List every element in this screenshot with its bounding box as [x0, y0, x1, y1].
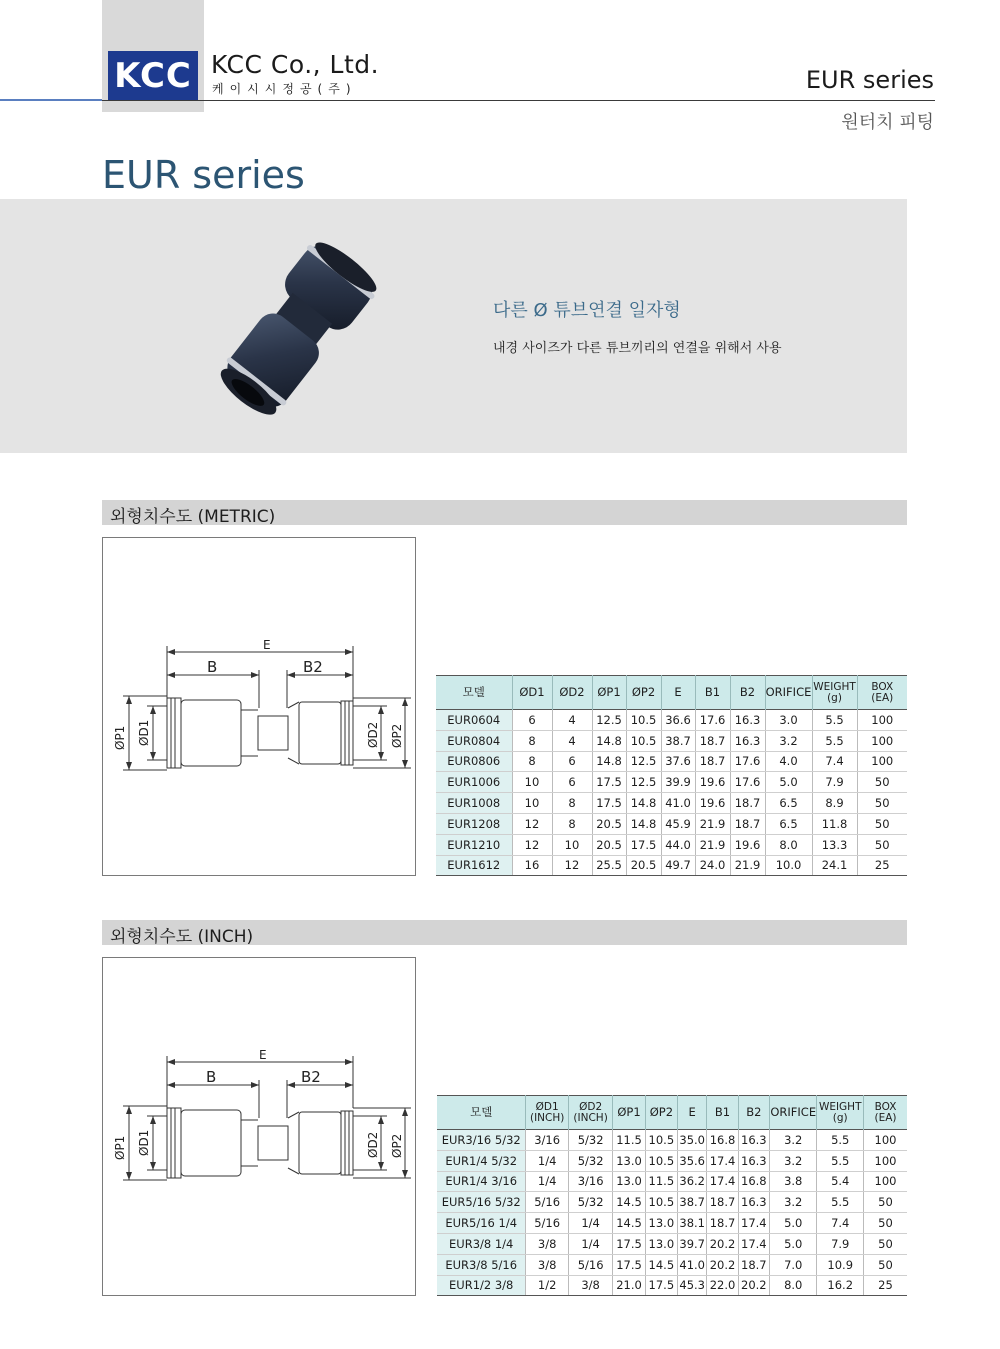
value-cell: 37.6: [661, 751, 695, 772]
dim-label-p1: ØP1: [113, 1135, 127, 1160]
column-header: ØD2: [552, 676, 592, 710]
value-cell: 21.9: [695, 813, 730, 834]
value-cell: 4: [552, 710, 592, 731]
value-cell: 7.9: [817, 1233, 863, 1254]
value-cell: 45.9: [661, 813, 695, 834]
column-header: 모델: [436, 676, 512, 710]
value-cell: 5.5: [817, 1192, 863, 1213]
value-cell: 17.4: [707, 1171, 738, 1192]
value-cell: 6.5: [765, 793, 812, 814]
value-cell: 44.0: [661, 834, 695, 855]
value-cell: 12.5: [592, 710, 626, 731]
value-cell: 6: [512, 710, 552, 731]
value-cell: 19.6: [695, 793, 730, 814]
value-cell: 18.7: [730, 793, 765, 814]
value-cell: 5.0: [769, 1213, 817, 1234]
table-header-row: [437, 1096, 907, 1130]
value-cell: 20.2: [707, 1233, 738, 1254]
section-bar-inch: [102, 920, 907, 945]
value-cell: 16.3: [730, 710, 765, 731]
value-cell: 10: [512, 772, 552, 793]
value-cell: 1/4: [568, 1233, 612, 1254]
value-cell: 11.8: [812, 813, 857, 834]
value-cell: 10.9: [817, 1254, 863, 1275]
value-cell: 12.5: [626, 751, 661, 772]
model-cell: EUR1006: [436, 772, 512, 793]
value-cell: 5/16: [526, 1213, 568, 1234]
value-cell: 17.5: [613, 1233, 645, 1254]
column-header: ORIFICE: [769, 1096, 817, 1130]
value-cell: 7.4: [817, 1213, 863, 1234]
spec-table-inch: [437, 1095, 907, 1296]
table-row: [437, 1192, 907, 1213]
column-header: E: [661, 676, 695, 710]
value-cell: 13.0: [645, 1213, 677, 1234]
value-cell: 25.5: [592, 855, 626, 876]
value-cell: 3/16: [568, 1171, 612, 1192]
value-cell: 3.2: [769, 1192, 817, 1213]
spec-table-metric: [436, 675, 907, 876]
value-cell: 20.2: [707, 1254, 738, 1275]
value-cell: 3/8: [526, 1233, 568, 1254]
value-cell: 18.7: [695, 751, 730, 772]
value-cell: 10.5: [645, 1150, 677, 1171]
dim-label-p2: ØP2: [390, 1133, 404, 1158]
value-cell: 4.0: [765, 751, 812, 772]
value-cell: 100: [863, 1171, 907, 1192]
column-header: 모델: [437, 1096, 526, 1130]
value-cell: 39.9: [661, 772, 695, 793]
value-cell: 10.0: [765, 855, 812, 876]
model-cell: EUR1/4 5/32: [437, 1150, 526, 1171]
value-cell: 3/16: [526, 1130, 568, 1151]
value-cell: 14.8: [592, 730, 626, 751]
dim-label-d2: ØD2: [366, 1131, 380, 1158]
value-cell: 21.9: [730, 855, 765, 876]
column-header: ØD1 (INCH): [526, 1096, 568, 1130]
table-row: [436, 855, 907, 876]
value-cell: 8: [512, 730, 552, 751]
value-cell: 50: [857, 793, 907, 814]
value-cell: 38.7: [678, 1192, 707, 1213]
value-cell: 49.7: [661, 855, 695, 876]
table-row: [436, 772, 907, 793]
value-cell: 100: [857, 730, 907, 751]
product-description: 내경 사이즈가 다른 튜브끼리의 연결을 위해서 사용: [493, 341, 782, 356]
value-cell: 21.0: [613, 1275, 645, 1296]
value-cell: 14.5: [613, 1192, 645, 1213]
value-cell: 16.3: [738, 1192, 769, 1213]
value-cell: 1/4: [526, 1150, 568, 1171]
value-cell: 10: [512, 793, 552, 814]
dimension-drawing-inch: [102, 957, 416, 1296]
value-cell: 10.5: [645, 1192, 677, 1213]
dim-label-e: E: [263, 638, 271, 652]
value-cell: 38.1: [678, 1213, 707, 1234]
value-cell: 1/4: [526, 1171, 568, 1192]
value-cell: 16.8: [738, 1171, 769, 1192]
value-cell: 8.0: [769, 1275, 817, 1296]
value-cell: 16.8: [707, 1130, 738, 1151]
model-cell: EUR5/16 1/4: [437, 1213, 526, 1234]
value-cell: 41.0: [661, 793, 695, 814]
value-cell: 3.2: [765, 730, 812, 751]
model-cell: EUR1/2 3/8: [437, 1275, 526, 1296]
value-cell: 14.5: [645, 1254, 677, 1275]
dim-label-b2: B2: [301, 1068, 321, 1086]
value-cell: 1/2: [526, 1275, 568, 1296]
value-cell: 16.2: [817, 1275, 863, 1296]
table-row: [436, 751, 907, 772]
table-row: [437, 1171, 907, 1192]
value-cell: 8: [512, 751, 552, 772]
section-title-inch: 외형치수도 (INCH): [110, 927, 254, 947]
value-cell: 3.2: [769, 1130, 817, 1151]
value-cell: 10: [552, 834, 592, 855]
column-header: B2: [730, 676, 765, 710]
model-cell: EUR1612: [436, 855, 512, 876]
fitting-drawing-svg: [103, 538, 417, 877]
value-cell: 3/8: [568, 1275, 612, 1296]
model-cell: EUR0806: [436, 751, 512, 772]
value-cell: 14.8: [592, 751, 626, 772]
dim-label-p2: ØP2: [390, 723, 404, 748]
table-row: [436, 710, 907, 731]
dim-label-d2: ØD2: [366, 721, 380, 748]
dim-label-d1: ØD1: [137, 1129, 151, 1156]
dim-label-b: B: [206, 1068, 217, 1086]
value-cell: 19.6: [695, 772, 730, 793]
value-cell: 17.5: [592, 772, 626, 793]
value-cell: 50: [857, 813, 907, 834]
value-cell: 19.6: [730, 834, 765, 855]
value-cell: 20.5: [626, 855, 661, 876]
value-cell: 20.5: [592, 834, 626, 855]
column-header: ØP1: [613, 1096, 645, 1130]
column-header: ORIFICE: [765, 676, 812, 710]
model-cell: EUR5/16 5/32: [437, 1192, 526, 1213]
value-cell: 3.0: [765, 710, 812, 731]
value-cell: 12: [512, 834, 552, 855]
value-cell: 5/16: [526, 1192, 568, 1213]
value-cell: 6: [552, 751, 592, 772]
value-cell: 21.9: [695, 834, 730, 855]
model-cell: EUR3/16 5/32: [437, 1130, 526, 1151]
value-cell: 18.7: [707, 1192, 738, 1213]
value-cell: 17.5: [592, 793, 626, 814]
value-cell: 50: [863, 1192, 907, 1213]
value-cell: 10.5: [626, 730, 661, 751]
table-row: [436, 813, 907, 834]
table-row: [437, 1254, 907, 1275]
value-cell: 7.0: [769, 1254, 817, 1275]
value-cell: 50: [863, 1254, 907, 1275]
value-cell: 5.5: [817, 1130, 863, 1151]
value-cell: 5.4: [817, 1171, 863, 1192]
column-header: ØD2 (INCH): [568, 1096, 612, 1130]
value-cell: 5.0: [769, 1233, 817, 1254]
company-korean-name: 케이시시정공(주): [212, 82, 357, 96]
value-cell: 17.6: [730, 751, 765, 772]
value-cell: 3/8: [526, 1254, 568, 1275]
table-row: [437, 1213, 907, 1234]
dimension-drawing-metric: [102, 537, 416, 876]
value-cell: 11.5: [645, 1171, 677, 1192]
value-cell: 100: [857, 710, 907, 731]
value-cell: 16.3: [730, 730, 765, 751]
column-header: B1: [695, 676, 730, 710]
value-cell: 17.6: [730, 772, 765, 793]
value-cell: 45.3: [678, 1275, 707, 1296]
value-cell: 14.8: [626, 813, 661, 834]
page-title: EUR series: [102, 153, 305, 197]
table-header-row: [436, 676, 907, 710]
table-row: [436, 730, 907, 751]
value-cell: 17.5: [613, 1254, 645, 1275]
column-header: BOX (EA): [857, 676, 907, 710]
column-header: B1: [707, 1096, 738, 1130]
column-header: ØP1: [592, 676, 626, 710]
dim-label-e: E: [259, 1048, 267, 1062]
value-cell: 7.4: [812, 751, 857, 772]
value-cell: 100: [863, 1150, 907, 1171]
column-header: WEIGHT (g): [812, 676, 857, 710]
dim-label-b: B: [207, 658, 218, 676]
value-cell: 12: [512, 813, 552, 834]
table-row: [436, 793, 907, 814]
company-logo: [108, 51, 198, 101]
model-cell: EUR1008: [436, 793, 512, 814]
model-cell: EUR1210: [436, 834, 512, 855]
value-cell: 17.5: [645, 1275, 677, 1296]
table-row: [437, 1275, 907, 1296]
value-cell: 17.4: [738, 1233, 769, 1254]
value-cell: 13.0: [645, 1233, 677, 1254]
value-cell: 25: [863, 1275, 907, 1296]
value-cell: 18.7: [707, 1213, 738, 1234]
value-cell: 50: [857, 834, 907, 855]
value-cell: 8: [552, 813, 592, 834]
header-accent-line: [0, 99, 102, 101]
value-cell: 16.3: [738, 1130, 769, 1151]
fitting-drawing-svg: [103, 958, 417, 1297]
section-bar-metric: [102, 500, 907, 525]
value-cell: 35.6: [678, 1150, 707, 1171]
value-cell: 6.5: [765, 813, 812, 834]
value-cell: 17.5: [626, 834, 661, 855]
value-cell: 20.2: [738, 1275, 769, 1296]
value-cell: 11.5: [613, 1130, 645, 1151]
value-cell: 5/16: [568, 1254, 612, 1275]
header-divider: [0, 100, 935, 101]
value-cell: 5/32: [568, 1192, 612, 1213]
model-cell: EUR1/4 3/16: [437, 1171, 526, 1192]
model-cell: EUR3/8 1/4: [437, 1233, 526, 1254]
product-heading: 다른 Ø 튜브연결 일자형: [493, 300, 681, 321]
value-cell: 39.7: [678, 1233, 707, 1254]
value-cell: 5.0: [765, 772, 812, 793]
value-cell: 5/32: [568, 1130, 612, 1151]
model-cell: EUR0604: [436, 710, 512, 731]
model-cell: EUR3/8 5/16: [437, 1254, 526, 1275]
table-row: [437, 1130, 907, 1151]
section-title-metric: 외형치수도 (METRIC): [110, 507, 276, 527]
value-cell: 8.9: [812, 793, 857, 814]
value-cell: 5.5: [817, 1150, 863, 1171]
value-cell: 12: [552, 855, 592, 876]
value-cell: 50: [857, 772, 907, 793]
value-cell: 5.5: [812, 730, 857, 751]
value-cell: 41.0: [678, 1254, 707, 1275]
value-cell: 3.2: [769, 1150, 817, 1171]
value-cell: 8.0: [765, 834, 812, 855]
value-cell: 17.6: [695, 710, 730, 731]
dim-label-p1: ØP1: [113, 725, 127, 750]
value-cell: 38.7: [661, 730, 695, 751]
value-cell: 100: [857, 751, 907, 772]
table-row: [436, 834, 907, 855]
value-cell: 14.5: [613, 1213, 645, 1234]
value-cell: 24.1: [812, 855, 857, 876]
value-cell: 10.5: [626, 710, 661, 731]
table-row: [437, 1233, 907, 1254]
value-cell: 16.3: [738, 1150, 769, 1171]
value-cell: 50: [863, 1213, 907, 1234]
value-cell: 4: [552, 730, 592, 751]
value-cell: 36.6: [661, 710, 695, 731]
column-header: ØD1: [512, 676, 552, 710]
value-cell: 5.5: [812, 710, 857, 731]
column-header: ØP2: [645, 1096, 677, 1130]
product-hero-panel: [0, 199, 907, 453]
series-title: EUR series: [805, 66, 934, 94]
logo-text: KCC: [114, 56, 192, 96]
column-header: B2: [738, 1096, 769, 1130]
value-cell: 13.3: [812, 834, 857, 855]
value-cell: 17.4: [707, 1150, 738, 1171]
value-cell: 20.5: [592, 813, 626, 834]
value-cell: 100: [863, 1130, 907, 1151]
column-header: E: [678, 1096, 707, 1130]
column-header: ØP2: [626, 676, 661, 710]
value-cell: 16: [512, 855, 552, 876]
value-cell: 22.0: [707, 1275, 738, 1296]
value-cell: 25: [857, 855, 907, 876]
column-header: WEIGHT (g): [817, 1096, 863, 1130]
value-cell: 36.2: [678, 1171, 707, 1192]
value-cell: 24.0: [695, 855, 730, 876]
value-cell: 10.5: [645, 1130, 677, 1151]
value-cell: 35.0: [678, 1130, 707, 1151]
dim-label-b2: B2: [303, 658, 323, 676]
column-header: BOX (EA): [863, 1096, 907, 1130]
model-cell: EUR1208: [436, 813, 512, 834]
value-cell: 18.7: [738, 1254, 769, 1275]
value-cell: 18.7: [695, 730, 730, 751]
dim-label-d1: ØD1: [137, 719, 151, 746]
model-cell: EUR0804: [436, 730, 512, 751]
series-subtitle: 원터치 피팅: [841, 112, 934, 133]
value-cell: 13.0: [613, 1171, 645, 1192]
value-cell: 6: [552, 772, 592, 793]
table-row: [437, 1150, 907, 1171]
value-cell: 13.0: [613, 1150, 645, 1171]
value-cell: 14.8: [626, 793, 661, 814]
value-cell: 7.9: [812, 772, 857, 793]
value-cell: 3.8: [769, 1171, 817, 1192]
value-cell: 12.5: [626, 772, 661, 793]
value-cell: 18.7: [730, 813, 765, 834]
value-cell: 50: [863, 1233, 907, 1254]
value-cell: 8: [552, 793, 592, 814]
value-cell: 17.4: [738, 1213, 769, 1234]
value-cell: 1/4: [568, 1213, 612, 1234]
value-cell: 5/32: [568, 1150, 612, 1171]
company-name: KCC Co., Ltd.: [211, 50, 380, 79]
product-photo: [195, 228, 400, 428]
